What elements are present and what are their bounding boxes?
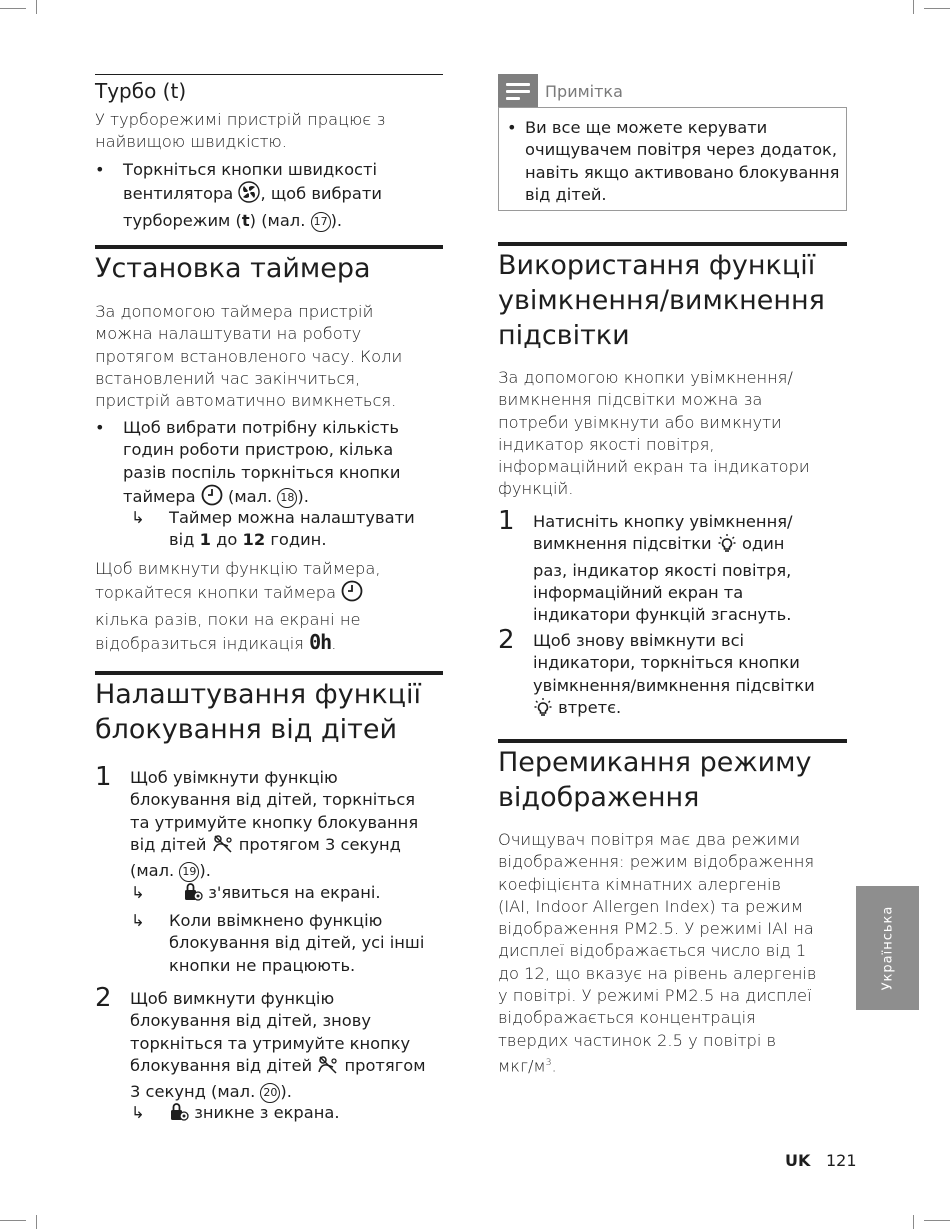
section-rule <box>95 245 443 249</box>
note-icon <box>498 74 538 108</box>
result-arrow-icon: ↳ <box>131 911 145 930</box>
step-number: 2 <box>95 983 112 1013</box>
bullet-dot: • <box>95 418 105 437</box>
turbo-heading: Турбо (t) <box>95 79 187 103</box>
lock-step-2: 2 Щоб вимкнути функцію блокування від дітей, знову торкніться та утримуйте кнопку блокування від дітей протягом 3 секунд (мал. 20 ). <box>95 983 426 1102</box>
turbo-bullet-line: Торкніться кнопки швидкості <box>123 160 378 179</box>
section-rule <box>498 739 847 743</box>
note-bullet: • Ви все ще можете керувати очищувачем повітря через додаток, навіть якщо активовано блокування від дітей. <box>507 118 840 204</box>
result-arrow-icon: ↳ <box>131 883 145 902</box>
crop-mark <box>36 0 37 14</box>
backlight-step-1: 1 Натисніть кнопку увімкнення/ вимкнення підсвітки один раз, індикатор якості повітря, інформаційний екран та індикатори функцій згаснуть. <box>498 506 793 625</box>
note-label: Примітка <box>545 82 623 101</box>
step-number: 1 <box>95 762 112 792</box>
backlight-step-2: 2 Щоб знову ввімкнути всі індикатори, торкніться кнопки увімкнення/вимкнення підсвітки втретє. <box>498 630 847 722</box>
lock-icon <box>169 1102 189 1128</box>
page-number: 121 <box>826 1151 857 1170</box>
turbo-intro: У турборежимі пристрій працює з найвищою швидкістю. <box>95 110 386 152</box>
step-number: 1 <box>498 506 515 536</box>
language-tab <box>856 886 919 1010</box>
figure-ref: 17 <box>311 212 331 232</box>
section-rule <box>498 242 847 246</box>
turbo-bullet-text: , щоб вибрати <box>260 184 382 204</box>
display-mode-body: Очищувач повітря має два режими відображення: режим відображення коефіцієнта кімнатних алергенів (IAI, Indoor Allergen Index) та режим відображення PM2.5. У режимі IAI на дисплеї відображається число від 1 до 12, що вказує на рівень алергенів у повітрі. У режимі PM2.5 на дисплеї відображається концентрація твердих частинок 2.5 у повітрі в мкг/$м^3$. <box>498 830 817 1076</box>
timer-heading: Установка таймера <box>95 253 371 284</box>
light-bulb-icon <box>533 697 553 723</box>
backlight-heading: Використання функції увімкнення/вимкнення підсвітки <box>498 250 825 351</box>
crop-mark <box>913 1215 914 1229</box>
figure-ref: 18 <box>277 488 297 508</box>
timer-off-display: 0h <box>309 629 332 654</box>
step-number: 2 <box>498 625 515 655</box>
result-arrow-icon: ↳ <box>131 1103 145 1122</box>
section-rule <box>95 671 443 675</box>
crop-mark <box>924 8 950 9</box>
timer-off-text: Щоб вимкнути функцію таймера, торкайтеся кнопки таймера кілька разів, поки на екрані не відобразиться індикація 0h. <box>95 559 381 654</box>
child-lock-heading: Налаштування функції блокування від дітей <box>95 679 422 745</box>
lock-step-1: 1 Щоб увімкнути функцію блокування від дітей, торкніться та утримуйте кнопку блокування від дітей протягом 3 секунд (мал. 19 ). <box>95 762 419 881</box>
lock-icon <box>183 882 203 908</box>
backlight-intro: За допомогою кнопки увімкнення/ вимкнення підсвітки можна за потреби увімкнути або вимкнути індикатор якості повітря, інформаційний екран та індикатори функцій. <box>498 368 810 499</box>
crop-mark <box>0 1220 26 1221</box>
crop-mark <box>36 1215 37 1229</box>
fan-icon <box>238 181 260 209</box>
turbo-bullet-text: ) (мал. <box>249 210 311 230</box>
note-box <box>498 107 847 211</box>
footer-language: UK <box>785 1151 811 1170</box>
clock-icon <box>341 580 363 608</box>
section-rule <box>95 74 443 75</box>
turbo-bullet <box>95 159 443 229</box>
timer-result: ↳ Таймер можна налаштувати від 1 до 12 годин. <box>131 508 415 550</box>
result-arrow-icon: ↳ <box>131 508 145 527</box>
turbo-symbol: t <box>241 210 250 230</box>
turbo-bullet-text: вентилятора <box>123 184 234 204</box>
crop-mark <box>0 8 26 9</box>
figure-ref: 19 <box>179 862 199 882</box>
crop-mark <box>913 0 914 14</box>
lock-step-1-result: ↳ з'явиться на екрані. <box>131 882 443 906</box>
display-mode-heading: Перемикання режиму відображення <box>498 747 812 813</box>
bullet-dot: • <box>95 160 105 179</box>
timer-bullet: • Щоб вибрати потрібну кількість годин роботи пристрою, кілька разів поспіль торкніться кнопки таймера (мал. 18 ). <box>95 417 443 509</box>
language-tab-label: Українська <box>880 905 895 991</box>
light-bulb-icon <box>717 533 737 559</box>
figure-ref: 20 <box>260 1083 280 1103</box>
child-lock-icon <box>212 834 234 860</box>
timer-intro: За допомогою таймера пристрій можна налаштувати на роботу протягом встановленого часу. Коли встановлений час закінчиться, пристрій автоматично вимкнеться. <box>95 302 403 411</box>
turbo-bullet-text: турборежим ( <box>123 210 242 230</box>
lock-step-2-result: ↳ зникне з екрана. <box>131 1102 443 1126</box>
child-lock-icon <box>317 1055 339 1081</box>
lock-step-1-result: ↳ Коли ввімкнено функцію блокування від дітей, усі інші кнопки не працюють. <box>131 911 425 975</box>
bullet-dot: • <box>507 118 517 137</box>
turbo-bullet-text: ). <box>330 210 343 230</box>
crop-mark <box>924 1220 950 1221</box>
